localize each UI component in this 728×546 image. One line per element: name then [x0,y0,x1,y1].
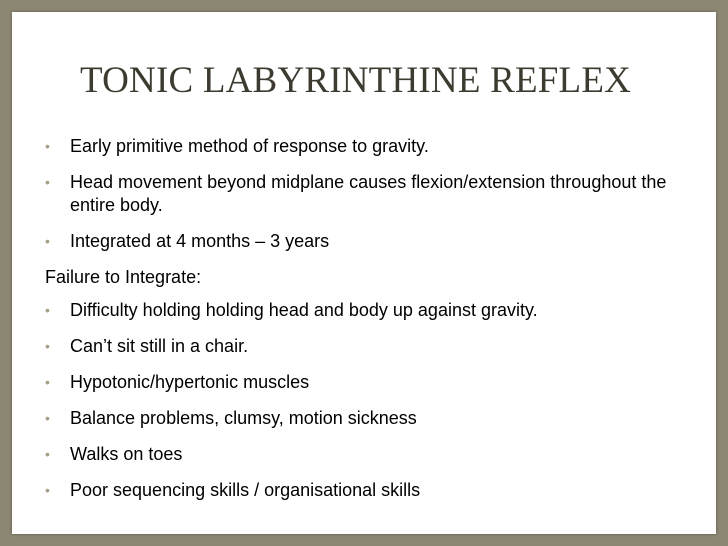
bullet-icon: • [45,302,50,318]
bullet-item [31,335,701,358]
bullet-text: Integrated at 4 months – 3 years [70,231,330,251]
bullet-text: Can’t sit still in a chair. [70,336,249,356]
bullet-item [31,479,701,502]
bullet-icon: • [45,138,50,154]
bullet-text: Hypotonic/hypertonic muscles [70,372,310,392]
section-heading-text: Failure to Integrate: [45,267,202,287]
bullet-item [31,230,701,253]
bullet-text: Poor sequencing skills / organisational skills [70,480,421,500]
bullet-item [31,371,701,394]
bullet-text: Difficulty holding holding head and body up against gravity. [70,300,538,320]
bullet-text: Head movement beyond midplane causes flexion/extension throughout the entire body. [70,172,667,215]
section-heading [31,266,701,289]
bullet-icon: • [45,233,50,249]
bullet-text: Balance problems, clumsy, motion sickness [70,408,417,428]
bullet-icon: • [45,338,50,354]
bullet-item [31,407,701,430]
bullet-text: Early primitive method of response to gravity. [70,136,429,156]
bullet-icon: • [45,174,50,190]
bullet-icon: • [45,482,50,498]
slide [12,12,716,534]
bullet-item [31,171,690,217]
bullet-icon: • [45,446,50,462]
slide-body [31,135,701,515]
bullet-item [31,135,701,158]
bullet-icon: • [45,410,50,426]
bullet-item [31,443,701,466]
bullet-item [31,299,701,322]
slide-title: TONIC LABYRINTHINE REFLEX [80,60,632,101]
bullet-text: Walks on toes [70,444,183,464]
bullet-icon: • [45,374,50,390]
